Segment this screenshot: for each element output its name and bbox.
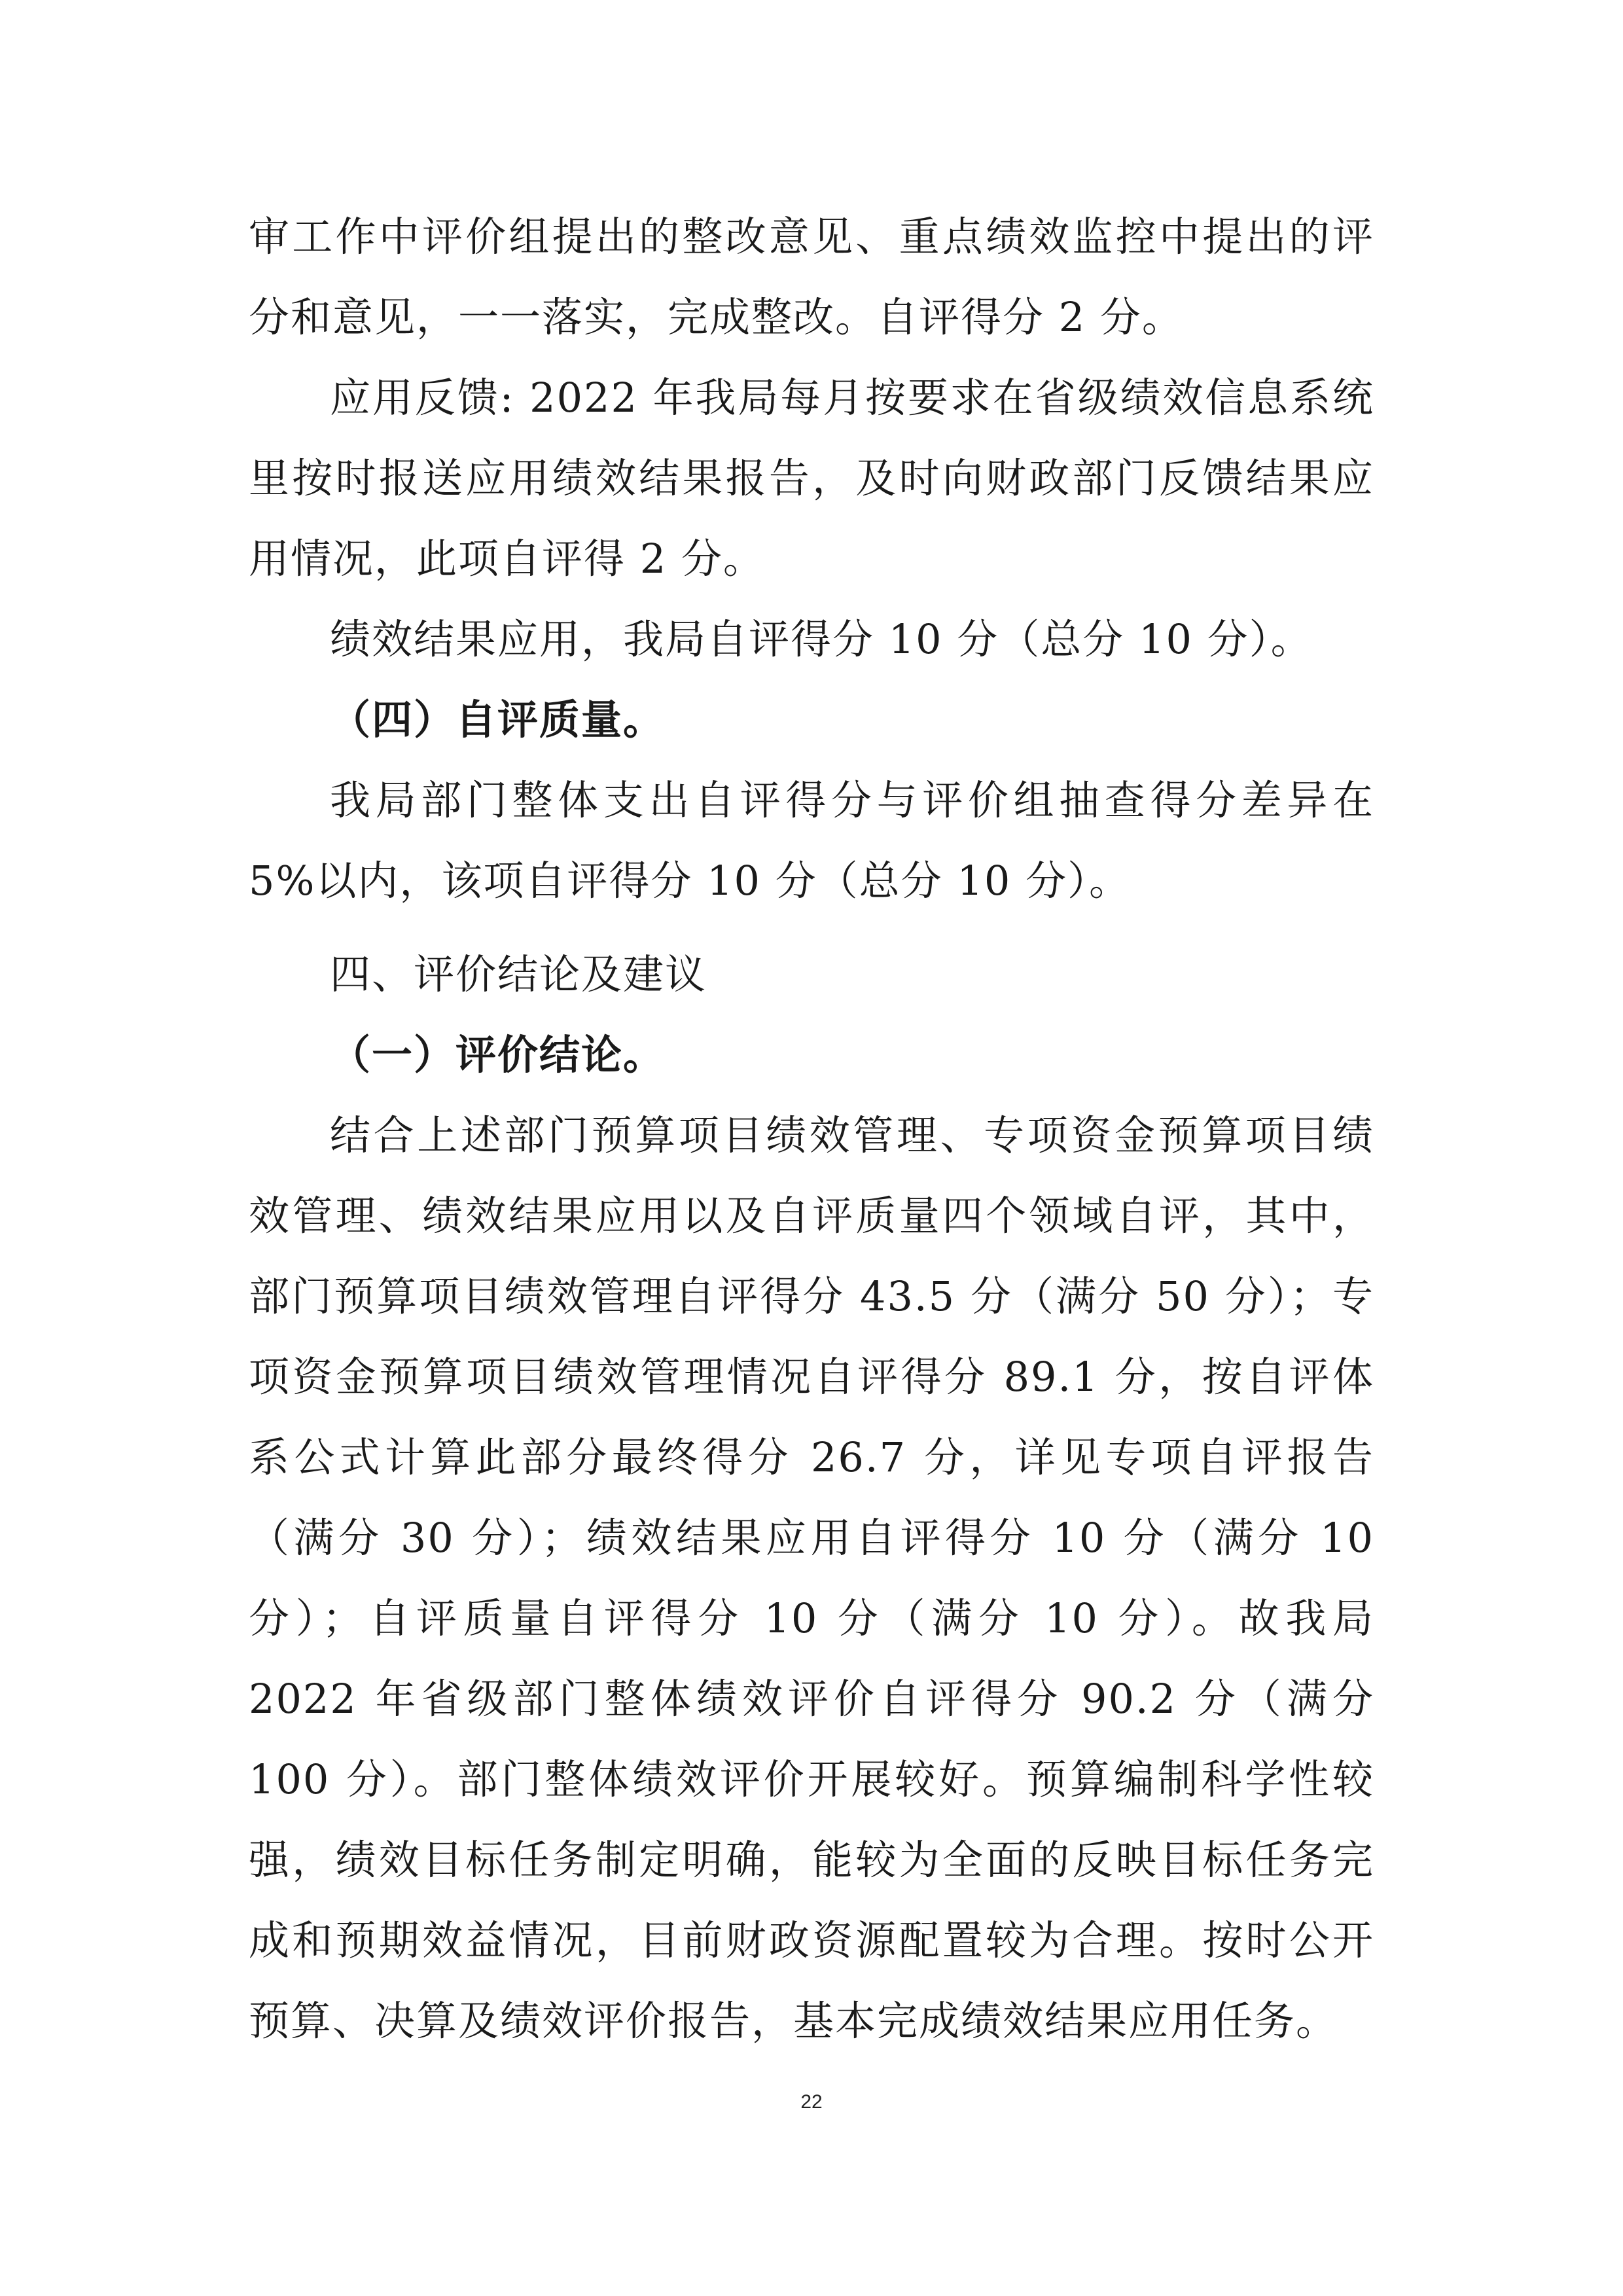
paragraph-quality-score: 我局部门整体支出自评得分与评价组抽查得分差异在 5%以内，该项自评得分 10 分（总分 10 分）。 bbox=[249, 776, 1374, 905]
heading-self-evaluation-quality: （四）自评质量。 bbox=[330, 696, 666, 744]
heading-evaluation-conclusion: （一）评价结论。 bbox=[330, 1031, 666, 1079]
paragraph-conclusion: 结合上述部门预算项目绩效管理、专项资金预算项目绩效管理、绩效结果应用以及自评质量四个领域自评，其中，部门预算项目绩效管理自评得分 43.5 分（满分 50 分）；专项资金预算项目绩效管理情况自评得分 89.1 分，按自评体系公式计算此部分最终得分 26.7 分，详见专项自评报告（满分 30 分）；绩效结果应用自评得分 10 分（满分 10 分）；自评质量自评得分 10 分（满分 10 分）。故我局 2022 年省级部门整体绩效评价自评得分 90.2 分（满分 100 分）。部门整体绩效评价开展较好。预算编制科学性较强，绩效目标任务制定明确，能较为全面的反映目标任务完成和预期效益情况，目前财政资源配置较为合理。按时公开预算、决算及绩效评价报告，基本完成绩效结果应用任务。 bbox=[249, 1111, 1374, 2045]
document-body bbox=[249, 196, 1374, 2061]
paragraph-results-application-score: 绩效结果应用，我局自评得分 10 分（总分 10 分）。 bbox=[330, 615, 1313, 663]
paragraph-application-feedback: 应用反馈: 2022 年我局每月按要求在省级绩效信息系统里按时报送应用绩效结果报告，及时向财政部门反馈结果应用情况，此项自评得 2 分。 bbox=[249, 374, 1374, 583]
heading-section-four: 四、评价结论及建议 bbox=[330, 950, 707, 998]
paragraph-rectification: 审工作中评价组提出的整改意见、重点绩效监控中提出的评分和意见，一一落实，完成整改。自评得分 2 分。 bbox=[249, 213, 1374, 341]
page-number: 22 bbox=[800, 2091, 823, 2113]
